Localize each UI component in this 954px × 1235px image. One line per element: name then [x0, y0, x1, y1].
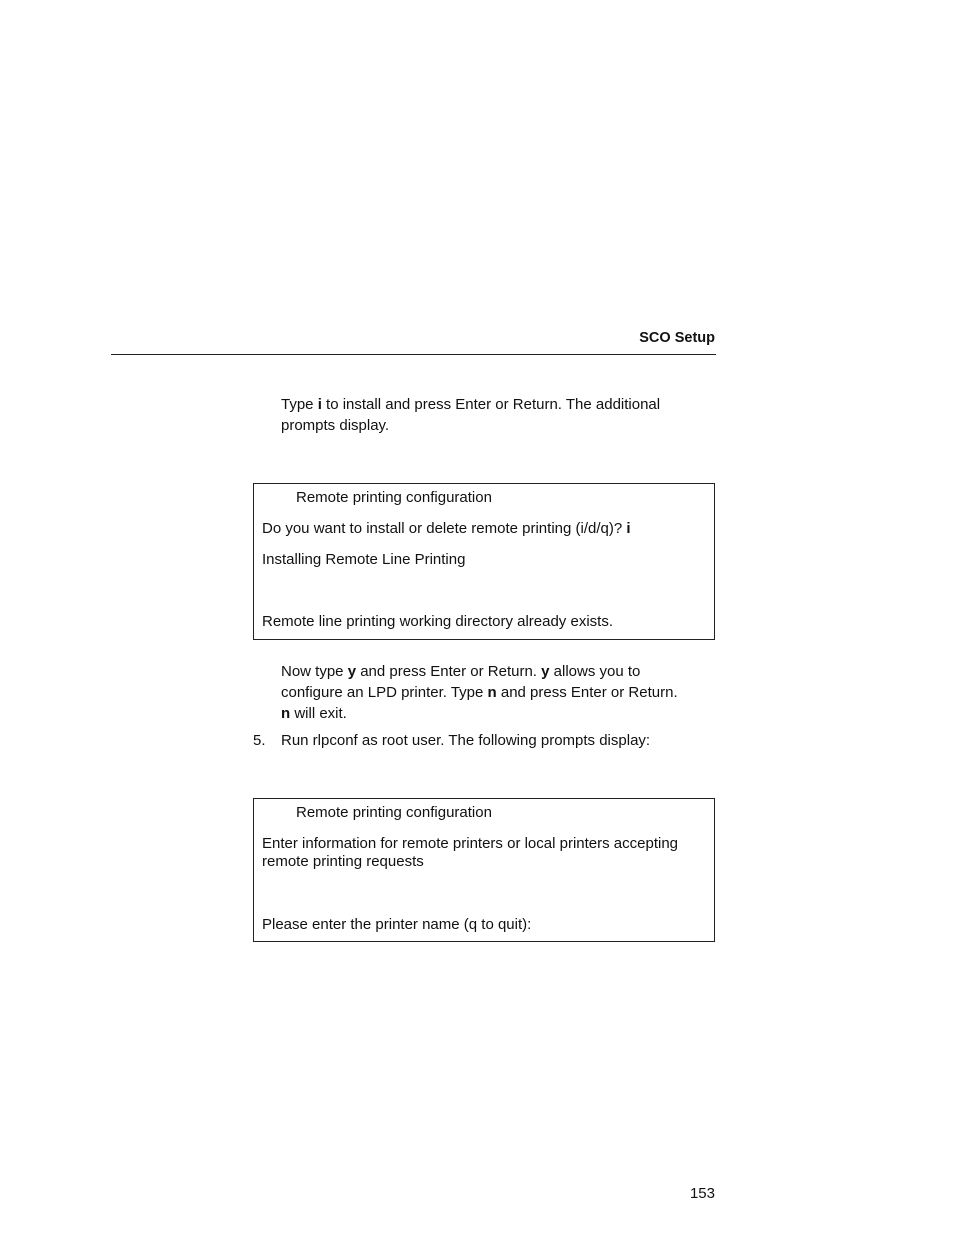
para1-key-i: i — [317, 396, 322, 413]
screen-box-install — [253, 483, 715, 640]
step-5 — [253, 730, 713, 751]
para2-t6: will exit. — [290, 705, 347, 722]
paragraph-lpd-instruction — [281, 661, 711, 724]
page-header-title: SCO Setup — [639, 330, 715, 346]
step-5-number: 5. — [253, 732, 266, 749]
para2-t4: configure an LPD printer. Type — [281, 684, 488, 701]
para2-t3: allows you to — [549, 663, 641, 680]
box1-installing-line: Installing Remote Line Printing — [262, 551, 466, 568]
paragraph-install-instruction — [281, 394, 711, 436]
page-number: 153 — [689, 1185, 715, 1202]
box2-info-line-2: remote printing requests — [262, 853, 424, 870]
header-rule — [111, 354, 716, 355]
box2-info-line-1: Enter information for remote printers or local printers accepting — [262, 835, 679, 852]
para2-key-n2: n — [281, 705, 291, 722]
box1-prompt-text: Do you want to install or delete remote printing (i/d/q)? — [262, 520, 627, 537]
para2-t1: Now type — [281, 663, 348, 680]
para1-line2: prompts display. — [281, 417, 390, 434]
box2-title: Remote printing configuration — [296, 804, 492, 821]
box1-title: Remote printing configuration — [296, 489, 492, 506]
para1-text-pre: Type — [281, 396, 318, 413]
para2-key-y2: y — [541, 663, 550, 680]
para2-t5: and press Enter or Return. — [496, 684, 678, 701]
para2-key-y1: y — [347, 663, 357, 680]
para2-t2: and press Enter or Return. — [356, 663, 542, 680]
box1-directory-exists-line: Remote line printing working directory already exists. — [262, 613, 613, 630]
para1-text-post: to install and press Enter or Return. The additional — [321, 396, 661, 413]
box2-printer-name-prompt: Please enter the printer name (q to quit): — [262, 916, 532, 933]
screen-box-rlpconf — [253, 798, 715, 942]
box1-prompt — [262, 520, 706, 538]
step-5-text: Run rlpconf as root user. The following prompts display: — [281, 732, 651, 749]
box1-prompt-answer: i — [626, 520, 631, 537]
para2-key-n1: n — [487, 684, 497, 701]
